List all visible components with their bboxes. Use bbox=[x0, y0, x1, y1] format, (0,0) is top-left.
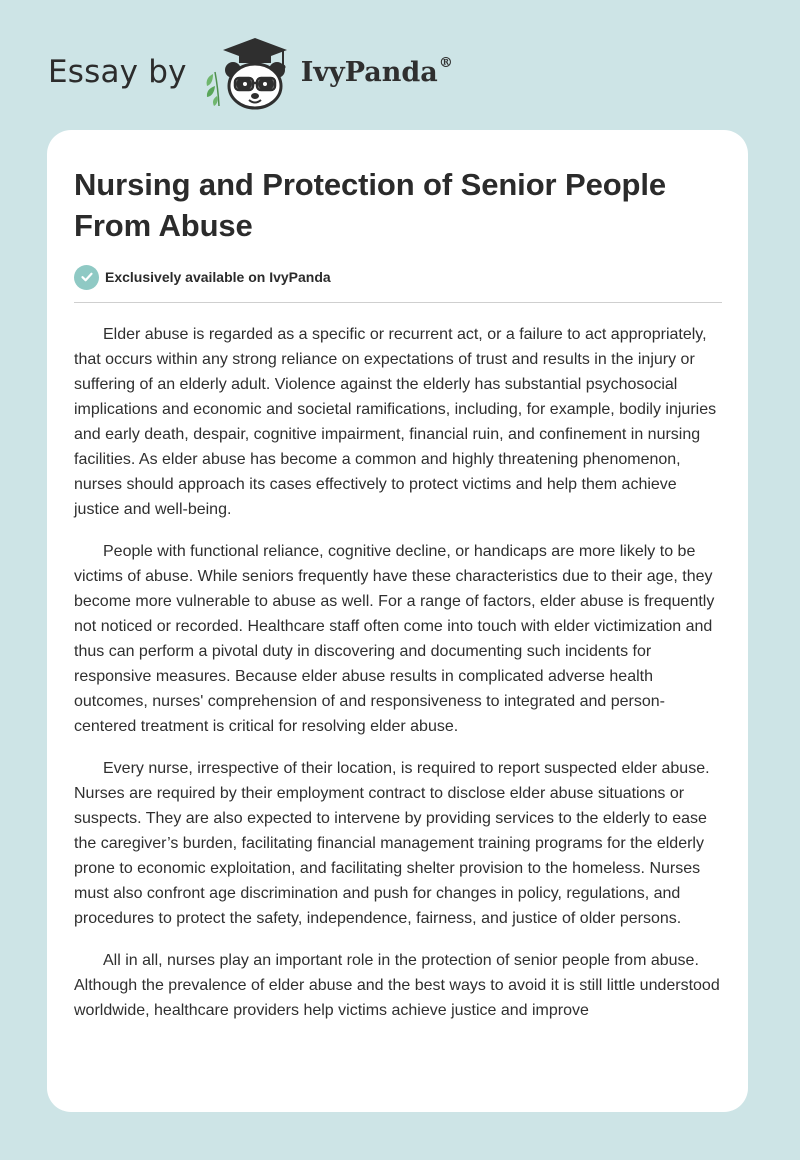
essay-title: Nursing and Protection of Senior People From Abuse bbox=[74, 167, 667, 243]
essay-card bbox=[47, 130, 748, 1112]
essay-body bbox=[74, 322, 722, 1023]
ivypanda-wordmark: IvyPanda® bbox=[300, 54, 453, 88]
divider bbox=[74, 302, 722, 303]
exclusive-badge bbox=[74, 264, 722, 290]
ivypanda-panda-logo-icon bbox=[199, 34, 295, 110]
essay-paragraph-4: All in all, nurses play an important role in the protection of senior people from abuse. Although the prevalence of elder abuse and the best ways to avoid it is still little understood worldwide, healthcare providers help victims achieve justice and improve bbox=[74, 952, 720, 1019]
check-circle-icon bbox=[74, 265, 99, 290]
essay-paragraph-1: Elder abuse is regarded as a specific or recurrent act, or a failure to act appropriately, that occurs within any strong reliance on expectations of trust and results in the injury or suffering of an elderly adult. Violence against the elderly has substantial psychosocial implications and economic and societal ramifications, including, for example, bodily injuries and early death, despair, cognitive impairment, financial ruin, and confinement in nursing facilities. As elder abuse has become a common and highly threatening phenomenon, nurses should approach its cases effectively to protect victims and help them achieve justice and well-being. bbox=[74, 326, 717, 518]
brand-header[interactable] bbox=[48, 34, 453, 110]
essay-paragraph-3: Every nurse, irrespective of their location, is required to report suspected elder abuse. Nurses are required by their employment contract to disclose elder abuse situations or suspects. They are also expected to intervene by providing services to the elderly to ease the caregiver’s burden, facilitating financial management training programs for the elderly prone to economic exploitation, and facilitating shelter provision to the homeless. Nurses must also confront age discrimination and push for changes in policy, regulations, and procedures to protect the safety, independence, fairness, and justice of older persons. bbox=[74, 760, 710, 927]
exclusive-badge-label: Exclusively available on IvyPanda bbox=[105, 269, 331, 285]
essay-by-label: Essay by bbox=[48, 54, 187, 90]
essay-paragraph-2: People with functional reliance, cognitive decline, or handicaps are more likely to be victims of abuse. While seniors frequently have these characteristics due to their age, they become more vulnerable to abuse as well. For a range of factors, elder abuse is frequently not noticed or recorded. Healthcare staff often come into touch with elder victimization and thus can perform a pivotal duty in discovering and documenting such incidents for responsive measures. Because elder abuse results in complicated adverse health outcomes, nurses' comprehension of and responsiveness to integrated and person-centered treatment is critical for resolving elder abuse. bbox=[74, 543, 715, 735]
